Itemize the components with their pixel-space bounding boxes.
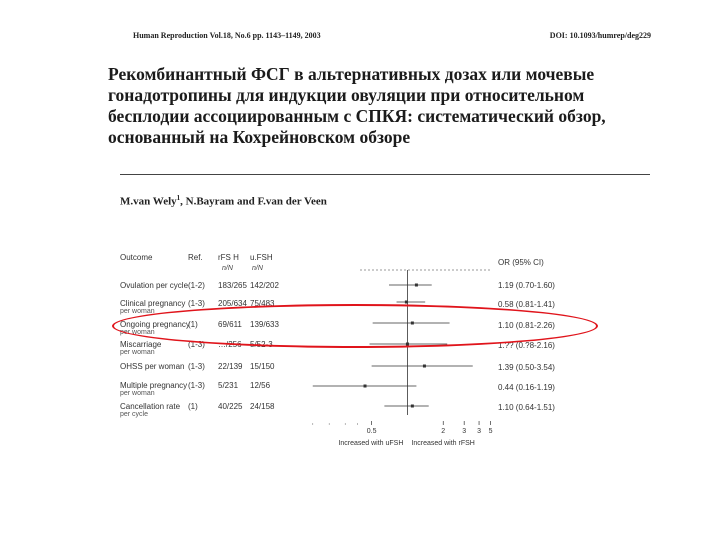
header-ufsh-sub: n/N	[252, 265, 263, 272]
row-outcome-sub: per cycle	[120, 411, 149, 418]
title-rule	[120, 174, 650, 175]
paper-title	[108, 64, 668, 148]
row-ref: (1-3)	[188, 381, 205, 390]
row-outcome-sub: per woman	[120, 308, 155, 315]
row-ufsh: 24/158	[250, 402, 275, 411]
row-outcome: Clinical pregnancy	[120, 299, 186, 308]
affiliation-mark: 1	[176, 194, 181, 202]
header-or: OR (95% CI)	[498, 258, 544, 267]
title-line: Рекомбинантный ФСГ в альтернативных дозах или мочевые	[108, 64, 595, 84]
row-outcome-sub: per woman	[120, 349, 155, 356]
row-ref: (1)	[188, 320, 198, 329]
row-ref: (1-3)	[188, 362, 205, 371]
row-outcome: OHSS per woman	[120, 362, 185, 371]
point-estimate	[364, 385, 367, 388]
row-rfsh: 40/225	[218, 402, 243, 411]
left-direction-label: Increased with uFSH	[338, 440, 404, 447]
header-ref: Ref.	[188, 253, 203, 262]
row-outcome-sub: per woman	[120, 329, 155, 336]
header-rfsh-sub: n/N	[222, 265, 233, 272]
point-estimate	[405, 301, 408, 304]
authors	[120, 194, 327, 208]
row-or: 1.10 (0.64-1.51)	[498, 403, 555, 412]
x-tick-label: 0.5	[366, 428, 377, 435]
row-rfsh: 69/611	[218, 320, 242, 329]
row-rfsh: 5/231	[218, 381, 239, 390]
highlight-ellipse	[112, 304, 598, 348]
row-ref: (1-2)	[188, 281, 205, 290]
right-direction-label: Increased with rFSH	[411, 440, 475, 447]
journal-header: Human Reproduction Vol.18, No.6 pp. 1143–1149, 2003	[133, 31, 321, 40]
row-or: 1.?? (0.?8-2.16)	[498, 341, 555, 350]
row-rfsh: 183/265	[218, 281, 247, 290]
x-tick-label: 3	[477, 428, 482, 435]
row-outcome: Ovulation per cycle	[120, 281, 189, 290]
row-or: 0.44 (0.16-1.19)	[498, 383, 555, 392]
title-line: гонадотропины для индукции овуляции при относительном	[108, 85, 585, 105]
row-outcome: Miscarriage	[120, 340, 162, 349]
row-or: 1.39 (0.50-3.54)	[498, 363, 555, 372]
point-estimate	[415, 284, 418, 287]
authors-rest: , N.Bayram and F.van der Veen	[180, 195, 327, 208]
header-outcome: Outcome	[120, 253, 153, 262]
x-tick-label: 2	[441, 428, 446, 435]
row-ufsh: 142/202	[250, 281, 279, 290]
row-ufsh: 139/633	[250, 320, 279, 329]
point-estimate	[423, 365, 426, 368]
row-ufsh: 75/483	[250, 299, 275, 308]
row-ref: (1)	[188, 402, 198, 411]
row-rfsh: 22/139	[218, 362, 243, 371]
x-tick-label: 3	[462, 428, 467, 435]
row-ref: (1-3)	[188, 340, 205, 349]
row-ufsh: 15/150	[250, 362, 275, 371]
row-outcome: Cancellation rate	[120, 402, 181, 411]
row-outcome: Multiple pregnancy	[120, 381, 188, 390]
row-ufsh: 12/56	[250, 381, 271, 390]
header-ufsh: u.FSH	[250, 253, 273, 262]
x-tick-label: 5	[488, 428, 493, 435]
author-1: M.van Wely	[120, 195, 177, 208]
forest-plot	[290, 262, 510, 462]
header-rfsh: rFS H	[218, 253, 239, 262]
row-or: 0.58 (0.81-1.41)	[498, 300, 555, 309]
row-or: 1.10 (0.81-2.26)	[498, 321, 555, 330]
row-ufsh: 5/52-3	[250, 340, 273, 349]
row-outcome-sub: per woman	[120, 390, 155, 397]
title-line: бесплодии ассоциированным с СПКЯ: систематический обзор,	[108, 106, 606, 126]
row-rfsh: …/256	[218, 340, 242, 349]
row-outcome: Ongoing pregnancy	[120, 320, 190, 329]
title-line: основанный на Кохрейновском обзоре	[108, 127, 411, 147]
doi-header: DOI: 10.1093/humrep/deg229	[549, 31, 651, 40]
row-or: 1.19 (0.70-1.60)	[498, 281, 555, 290]
row-rfsh: 205/634	[218, 299, 247, 308]
point-estimate	[411, 405, 414, 408]
row-ref: (1-3)	[188, 299, 205, 308]
